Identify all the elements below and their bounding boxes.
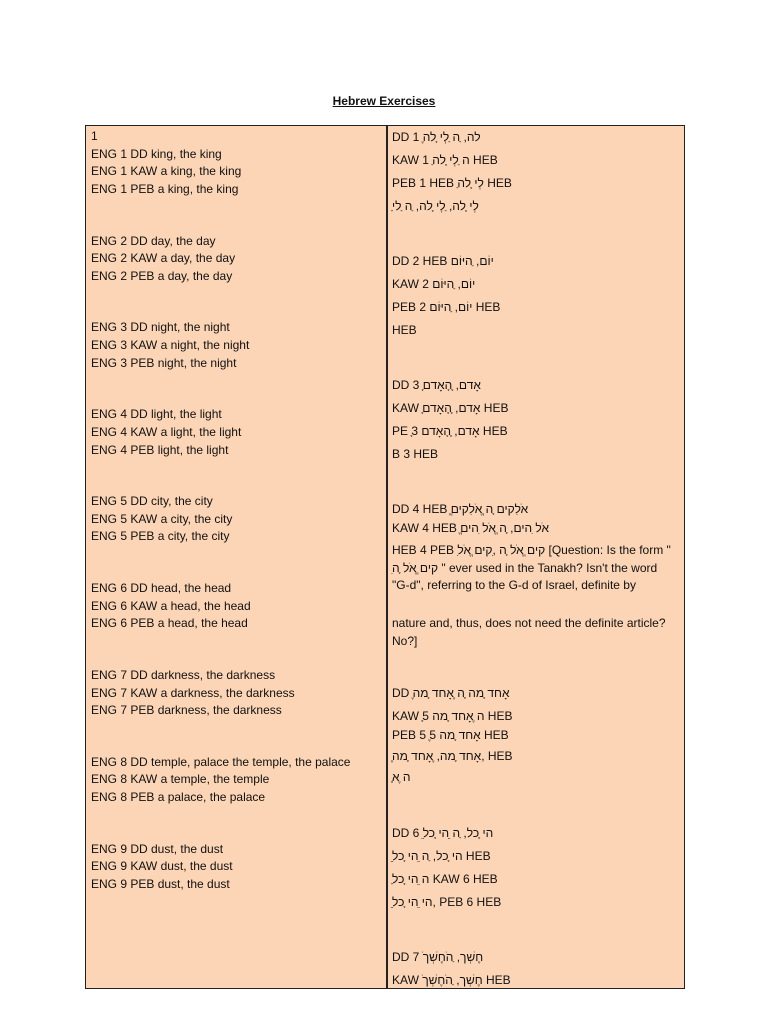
hebrew-line: DD 1 ֶלה, ַה ַלְי ָלה [392,130,481,144]
english-line: ENG 1 DD king, the king [91,147,222,161]
hebrew-line: ַלְי ָלה, ַלְי ָלה, ַה ַלי [392,199,479,213]
hebrew-line: ָה ֶא [392,770,411,784]
english-line: ENG 7 DD darkness, the darkness [91,668,276,682]
hebrew-line: KAW 4 HEB ֱאֹל ִהים, ָה ֱאֹל ִהים [392,521,550,535]
english-line: ENG 7 PEB darkness, the darkness [91,703,282,717]
hebrew-line: HEB [392,323,417,337]
exercise-table [85,125,685,989]
english-line: ENG 5 DD city, the city [91,494,213,508]
english-line: ENG 7 KAW a darkness, the darkness [91,686,295,700]
hebrew-line: ֵהי ָכל, ַה ֵהי ָכל HEB [392,849,491,863]
english-line: ENG 6 KAW a head, the head [91,599,251,613]
english-line: ENG 4 DD light, the light [91,407,222,421]
english-line: 1 [91,129,98,143]
hebrew-line: KAW ֹחֶשְׁך, ַהֹחֶשְׁך HEB [392,973,511,987]
english-line: ENG 2 PEB a day, the day [91,269,233,283]
hebrew-line: ַה ֵהי ָכל KAW 6 HEB [392,872,498,886]
hebrew-line: DD 6 ֵהי ָכל, ַה ֵהי ָכל [392,826,494,840]
english-line: ENG 3 DD night, the night [91,320,230,334]
hebrew-line: DD 7 ֹחֶשְׁך, ַהֹחֶשְׁך [392,950,484,964]
english-line: ENG 2 DD day, the day [91,234,216,248]
english-line: ENG 5 KAW a city, the city [91,512,233,526]
english-line: ENG 6 DD head, the head [91,581,232,595]
english-line: ENG 9 DD dust, the dust [91,842,224,856]
hebrew-line: DD 3 ָאָדם, ָהָאָדם [392,378,481,392]
hebrew-line: nature and, thus, does not need the definite article? No?] [392,616,666,648]
hebrew-line: HEB 4 PEB ִקים ֱאֹל ָה ,ִקים ֱאֹל [Question: Is the form " ִקים ֱאֹל ָה " ever used in the Tanakh? Isn't the word "G-d", referring to the G-d of Israel, definite by [392,543,671,592]
hebrew-line: ֵהי ֵהי ָכל, PEB 6 HEB [392,895,502,909]
hebrew-line: KAW ָאָדם, ָהָאָדם HEB [392,401,509,415]
english-line: ENG 8 DD temple, palace the temple, the palace [91,755,351,769]
hebrew-line: ֶאָחד ָמה, ֶאָחד ָמה, HEB [392,749,513,763]
english-line: ENG 9 KAW dust, the dust [91,859,233,873]
english-line: ENG 4 KAW a light, the light [91,425,242,439]
hebrew-line: KAW ָה ֶאָחד ָמה 5 HEB [392,709,513,723]
document-title: Hebrew Exercises [332,94,436,108]
column-divider [386,126,388,988]
english-line: ENG 5 PEB a city, the city [91,529,230,543]
hebrew-line: PE ָאָדם, ָהָאָדם 3 HEB [392,424,508,438]
english-line: ENG 6 PEB a head, the head [91,616,248,630]
hebrew-line: PEB 2 יוֹם, ַהיּוֹם HEB [392,300,501,314]
hebrew-line: KAW 2 יוֹם, ַהיּוֹם [392,277,476,291]
hebrew-line: KAW 1 ַה ַלְי ָלה HEB [392,153,498,167]
english-line: ENG 8 PEB a palace, the palace [91,790,266,804]
english-line: ENG 1 PEB a king, the king [91,182,239,196]
english-line: ENG 1 KAW a king, the king [91,164,242,178]
english-line: ENG 8 KAW a temple, the temple [91,772,270,786]
hebrew-line: B 3 HEB [392,447,439,461]
hebrew-line: PEB 1 HEB ַלְי ָלה HEB [392,176,512,190]
english-line: ENG 2 KAW a day, the day [91,251,236,265]
hebrew-line: PEB 5 ֶאָחד ָמה 5 HEB [392,728,509,742]
hebrew-line: DD 2 HEB יוֹם, ַהיּוֹם [392,254,494,268]
english-line: ENG 9 PEB dust, the dust [91,877,230,891]
english-line: ENG 3 KAW a night, the night [91,338,250,352]
hebrew-line: DD 4 HEB ֱאֹלִקים ָה ֱאֹלִקים [392,502,529,516]
hebrew-line: DD ֶאָחד ָמה ָה ֶאָחד ָמה [392,686,510,700]
english-line: ENG 4 PEB light, the light [91,443,229,457]
english-line: ENG 3 PEB night, the night [91,356,237,370]
